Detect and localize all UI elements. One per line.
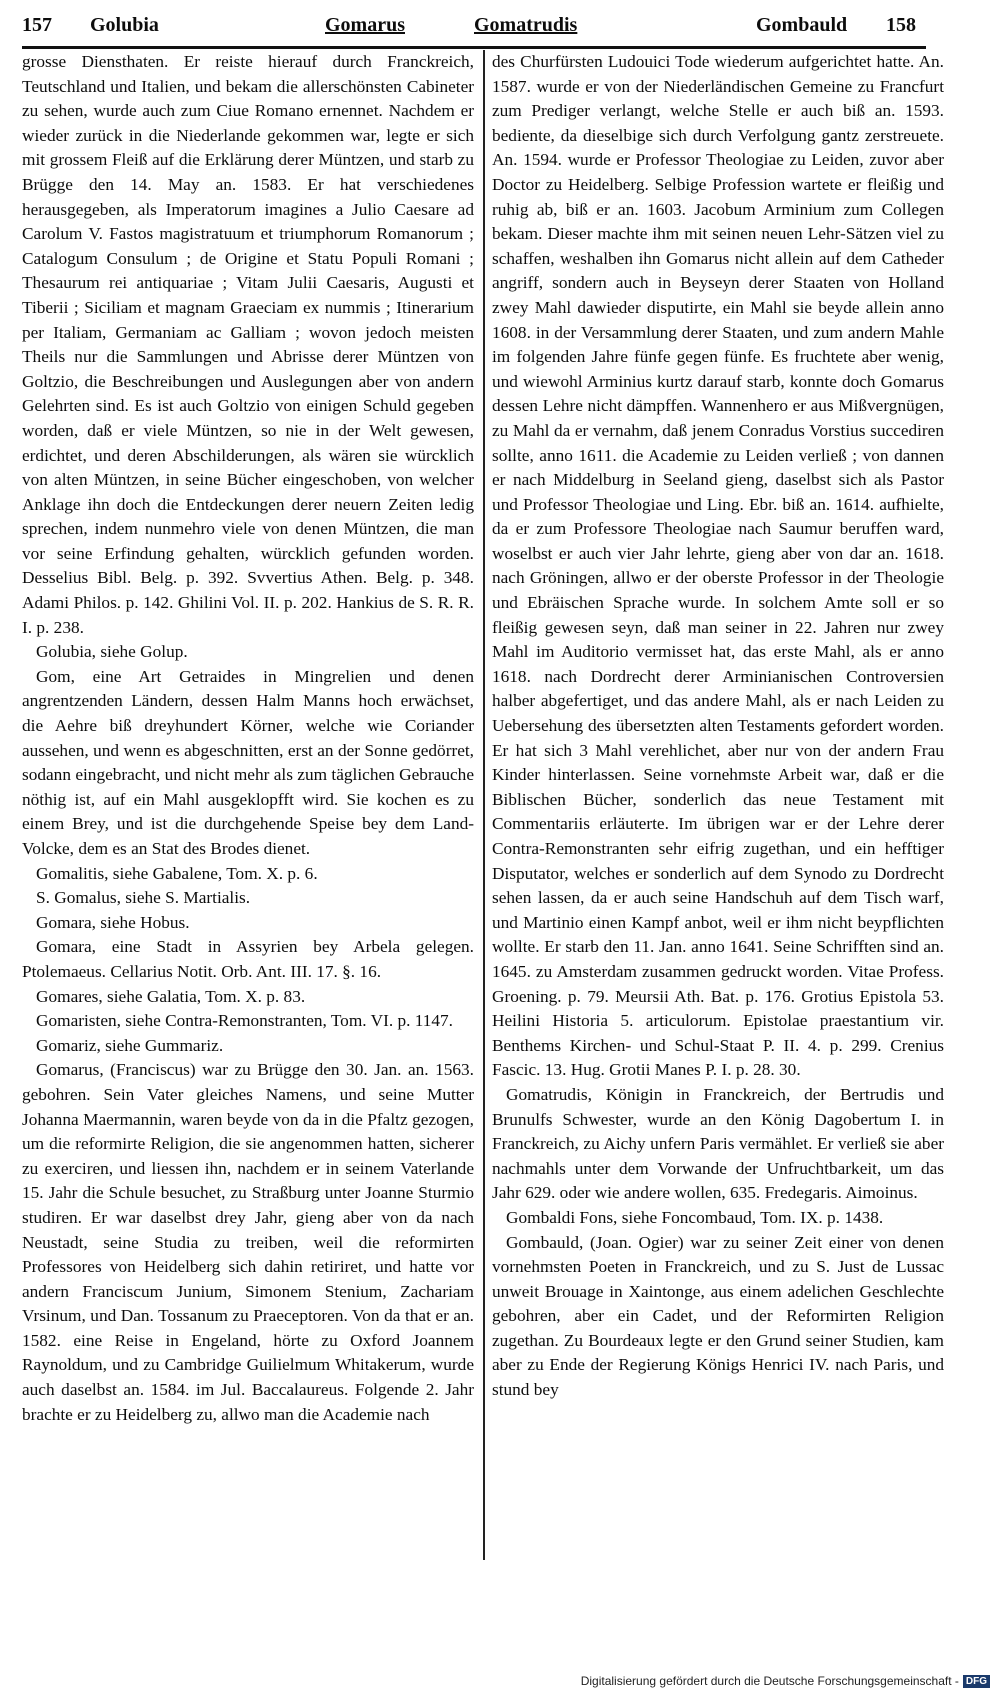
entry-gomara: Gomara, siehe Hobus. bbox=[36, 912, 190, 932]
entry-gomariz: Gomariz, siehe Gummariz. bbox=[36, 1035, 224, 1055]
entry-gomatrudis: Gomatrudis, Königin in Franckreich, der Bertrudis und Brunulfs Schwester, wurde an den König Dagobertum I. in Franckreich, zu Aichy unfern Paris vermählet. Er verließ sie aber nachmahls unter dem Vorwande der Unfruchtbarkeit, um das Jahr 629. oder wie andere wollen, 635. Fredegaris. Aimoinus. bbox=[492, 1084, 944, 1203]
entry-gomalitis: Gomalitis, siehe Gabalene, Tom. X. p. 6. bbox=[36, 863, 318, 883]
entry-gomares: Gomares, siehe Galatia, Tom. X. p. 83. bbox=[36, 986, 306, 1006]
right-column bbox=[492, 50, 944, 1403]
footer-text: Digitalisierung gefördert durch die Deutsche Forschungsgemeinschaft - bbox=[580, 1674, 959, 1688]
entry-s-gomalus: S. Gomalus, siehe S. Martialis. bbox=[36, 888, 251, 908]
entry-gomaristen: Gomaristen, siehe Contra-Remonstranten, Tom. VI. p. 1147. bbox=[36, 1011, 453, 1031]
entry-gombaldi-fons: Gombaldi Fons, siehe Foncombaud, Tom. IX. p. 1438. bbox=[506, 1207, 884, 1227]
left-column bbox=[22, 50, 474, 1427]
entry-gomarus-continued: des Churfürsten Ludouici Tode wiederum aufgerichtet hatte. An. 1587. wurde er von der Niederländischen Gemeine zu Francfurt zum Prediger verlangt, welche Stelle er auch biß an. 1593. bediente, da dieselbige sich durch Verfolgung gantz zerstreuete. An. 1594. wurde er Professor Theologiae zu Leiden, zuvor aber Doctor zu Heidelberg. Selbige Profession wartete er fleißig und ruhig ab, biß er an. 1603. Jacobum Arminium zum Collegen bekam. Dieser machte ihm mit seinen neuen Lehr-Sätzen viel zu schaffen, weshalben ihn Gomarus nicht allein auf dem Catheder angriff, sondern auch in Beyseyn derer Staaten von Holland zwey Mahl dawieder disputirte, ein Mahl sie beyde allein anno 1608. in der Versammlung derer Staaten, und zum andern Mahle im folgenden Jahre fünfe gegen fünfe. Es fruchtete aber wenig, und wiewohl Arminius kurtz darauf starb, konnte doch Gomarus dessen Lehre nicht dämpffen. Wannenhero er aus Mißvergnügen, zu Mahl da er vernahm, daß jenem Conradus Vorstius succediren sollte, anno 1611. die Academie zu Leiden verließ ; von dannen er nach Middelburg in Seeland gieng, daselbst sich als Pastor und Professor Theologiae und Ling. Ebr. biß an. 1614. aufhielte, da er zum Professore Theologiae nach Saumur beruffen ward, woselbst er auch vier Jahr lehrte, gieng aber von dar an. 1618. nach Gröningen, allwo er der oberste Professor in der Theologie und Ebräischen Sprache wurde. In solchem Amte soll er so fleißig gewesen seyn, daß man seiner in 22. Jahren nur zwey Mahl im Auditorio vermisset hat, das erste Mahl, als er anno 1618. nach Dordrecht derer Arminianischen Controversien halber abgefertiget, und das andere Mahl, als er nach Leiden zu Uebersehung des übersetzten alten Testaments gefordert worden. Er hat sich 3 Mahl verehlichet, aber nur von der andern Frau Kinder hinterlassen. Seine vornehmste Arbeit war, daß er die Biblischen Bücher, sonderlich das neue Testament mit Commentariis erläuterte. Im übrigen war er der Lehre derer Contra-Remonstranten sehr eifrig zugethan, und ein hefftiger Disputator, welches er sonderlich auf dem Synodo zu Dordrecht sehen lassen, da er auch seine Handschuh auf dem Tisch warf, und Martinio einen Kampf anbot, weil er ihm nicht beypflichten wollte. Er starb den 11. Jan. anno 1641. Seine Schrifften sind an. 1645. zu Amsterdam zusammen gedruckt worden. Vitae Profess. Groening. p. 79. Meursii Ath. Bat. p. 176. Grotius Epistola 53. Heilini Historia 5. articulorum. Epistolae praestantium vir. Benthems Kirchen- und Schul-Staat P. II. 4. p. 299. Crenius Fascic. 13. Hug. Grotii Manes P. I. p. 28. 30. bbox=[492, 52, 944, 1080]
header-rule bbox=[22, 46, 926, 49]
entry-gomarus: Gomarus, (Franciscus) war zu Brügge den 30. Jan. an. 1563. gebohren. Sein Vater gleiches Namens, und seine Mutter Johanna Maermannin, waren beyde von da in die Pfaltz gezogen, um die reformirte Religion, die sie angenommen hatten, sicherer zu exerciren, und liessen ihn, nachdem er in seinem Vaterlande 15. Jahr die Schule besuchet, zu Straßburg unter Joanne Sturmio studiren. Er war daselbst drey Jahr, gieng aber von da nach Neustadt, seine Studia zu treiben, weil die reformirten Professores von Heidelberg sich dahin retiriret, und hatte vor andern Franciscum Junium, Simonem Stenium, Zachariam Vrsinum, und Dan. Tossanum zu Praeceptoren. Von da that er an. 1582. eine Reise in Engeland, hörte zu Oxford Joannem Raynoldum, und zu Cambridge Guilielmum Whitakerum, wurde auch daselbst an. 1584. im Jul. Baccalaureus. Folgende 2. Jahr brachte er zu Heidelberg zu, allwo man die Academie nach bbox=[22, 1060, 474, 1424]
page-number-left: 157 bbox=[22, 14, 52, 36]
running-header bbox=[22, 14, 922, 44]
header-keyword-1: Golubia bbox=[90, 14, 159, 36]
header-keyword-2: Gomarus bbox=[325, 14, 405, 36]
column-divider bbox=[483, 50, 485, 1560]
entry-gombauld: Gombauld, (Joan. Ogier) war zu seiner Zeit einer von denen vornehmsten Poeten in Franckreich, und zu S. Just de Lussac unweit Brouage in Xaintonge, aus einem adelichen Geschlechte gebohren, aber ein Cadet, und der Reformirten Religion zugethan. Zu Bourdeaux legte er den Grund seiner Studien, kam aber zu Ende der Regierung Königs Henrici IV. nach Paris, und stund bey bbox=[492, 1232, 944, 1400]
dfg-logo: DFG bbox=[963, 1675, 990, 1688]
page-number-right: 158 bbox=[886, 14, 916, 36]
entry-golubia: Golubia, siehe Golup. bbox=[36, 642, 188, 662]
header-keyword-3: Gomatrudis bbox=[474, 14, 578, 36]
digitization-footer bbox=[560, 1674, 990, 1692]
entry-gomara-stadt: Gomara, eine Stadt in Assyrien bey Arbela gelegen. Ptolemaeus. Cellarius Notit. Orb. Ant. III. 17. §. 16. bbox=[22, 937, 474, 981]
entry-goltzius-continued: grosse Diensthaten. Er reiste hierauf durch Franckreich, Teutschland und Italien, und bekam die allerschönsten Cabineter zu sehen, wurde auch zum Ciue Romano ernennet. Nachdem er wieder zurück in die Niederlande gekommen war, legte er sich mit grossem Fleiß auf die Erklärung derer Müntzen, und starb zu Brügge den 14. May an. 1583. Er hat verschiedenes herausgegeben, als Imperatorum imagines a Julio Caesare ad Carolum V. Fastos magistratuum et triumphorum Romanorum ; Catalogum Consulum ; de Origine et Statu Populi Romani ; Thesaurum rei antiquariae ; Vitam Julii Caesaris, Augusti et Tiberii ; Siciliam et magnam Graeciam ex nummis ; Itinerarium per Italiam, Germaniam ac Galliam ; wovon jedoch meisten Theils nur die Sammlungen und Abrisse derer Müntzen von Goltzio, die Beschreibungen und Auslegungen aber von andern Gelehrten sind. Es ist auch Goltzio von einigen Schuld gegeben worden, daß er viele Müntzen, so nie in der Welt gewesen, erdichtet, und deren Abschilderungen, als wären sie würcklich von alten Müntzen, in seine Bücher eingeschoben, von welcher Anklage ihn doch die Entdeckungen derer neuern Zeiten ledig sprechen, indem nunmehro viele von denen Müntzen, die man vor seine Erfindung gehalten, würcklich gefunden worden. Desselius Bibl. Belg. p. 392. Svvertius Athen. Belg. p. 348. Adami Philos. p. 142. Ghilini Vol. II. p. 202. Hankius de S. R. R. I. p. 238. bbox=[22, 52, 474, 637]
header-keyword-4: Gombauld bbox=[756, 14, 848, 36]
entry-gom: Gom, eine Art Getraides in Mingrelien und denen angrentzenden Ländern, dessen Halm Manns hoch erwächset, die Aehre biß dreyhundert Körner, welche wie Coriander aussehen, und wenn es abgeschnitten, erst an der Sonne gedörret, sodann eingebracht, und nicht mehr als zum täglichen Gebrauche nöthig ist, auf ein Mahl ausgeklopfft wird. Sie kochen es zu einem Brey, und ist die durchgehende Speise bey dem Land-Volcke, dem es an Stat des Brodes dienet. bbox=[22, 666, 474, 858]
